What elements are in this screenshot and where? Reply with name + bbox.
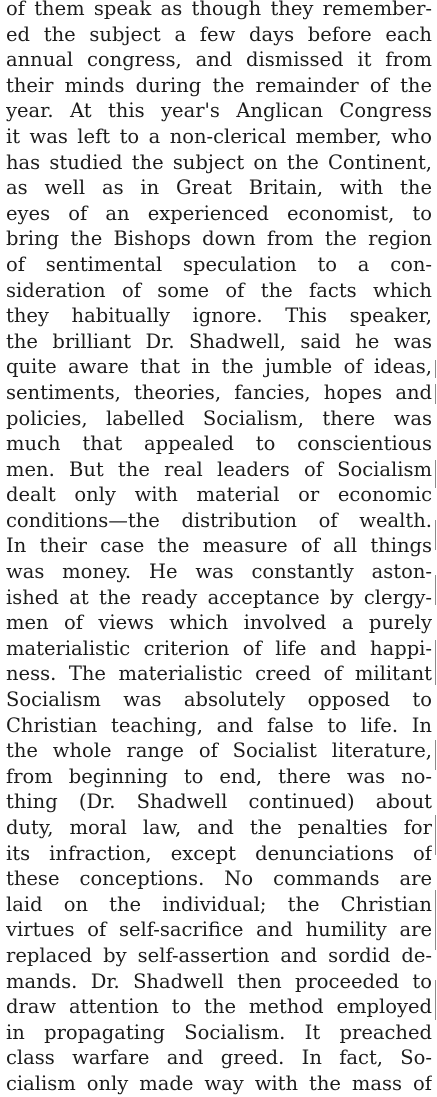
text-line: its infraction, except denunciations of	[6, 841, 432, 865]
text-line: quite aware that in the jumble of ideas,	[6, 355, 432, 379]
column-rule	[435, 640, 436, 685]
article-column	[6, 0, 432, 1097]
text-line: thing (Dr. Shadwell continued) about	[6, 790, 432, 814]
text-line: draw attention to the method employed	[6, 995, 432, 1019]
text-line: the brilliant Dr. Shadwell, said he was	[6, 329, 432, 353]
column-rule	[435, 520, 436, 550]
text-line: these conceptions. No commands are	[6, 867, 432, 891]
text-line: in propagating Socialism. It preached	[6, 1020, 432, 1044]
text-line: cialism only made way with the mass of	[6, 1071, 432, 1095]
column-rule	[435, 384, 436, 404]
text-line: as well as in Great Britain, with the	[6, 176, 432, 200]
text-line: conditions—the distribution of wealth.	[6, 508, 432, 532]
text-line: policies, labelled Socialism, there was	[6, 406, 432, 430]
text-line: class warfare and greed. In fact, So-	[6, 1046, 432, 1070]
text-line: has studied the subject on the Continent,	[6, 150, 432, 174]
text-line: of sentimental speculation to a con-	[6, 252, 432, 276]
text-line: eyes of an experienced economist, to	[6, 201, 432, 225]
text-line: sideration of some of the facts which	[6, 278, 432, 302]
column-rule	[435, 460, 436, 488]
text-line: replaced by self-assertion and sordid de-	[6, 943, 432, 967]
text-line: ed the subject a few days before each	[6, 22, 432, 46]
column-rule	[435, 575, 436, 605]
text-line: duty, moral law, and the penalties for	[6, 816, 432, 839]
column-rule	[435, 360, 436, 378]
text-line: the whole range of Socialist literature,	[6, 739, 432, 763]
text-line: they habitually ignore. This speaker,	[6, 304, 432, 328]
text-line: bring the Bishops down from the region	[6, 227, 432, 251]
column-rule	[435, 740, 436, 770]
text-line: laid on the individual; the Christian	[6, 892, 432, 916]
column-rule	[435, 815, 436, 855]
text-line: In their case the measure of all things	[6, 534, 432, 558]
text-line: dealt only with material or economic	[6, 483, 432, 507]
text-line: virtues of self-sacrifice and humility are	[6, 918, 432, 942]
text-line: ished at the ready acceptance by clergy-	[6, 585, 432, 609]
text-line: materialistic criterion of life and happi-	[6, 636, 432, 660]
column-rule	[435, 890, 436, 950]
text-line: sentiments, theories, fancies, hopes and	[6, 380, 432, 404]
text-line: from beginning to end, there was no-	[6, 764, 432, 788]
column-rule	[435, 980, 436, 1020]
text-line: their minds during the remainder of the	[6, 73, 432, 97]
text-line: Christian teaching, and false to life. In	[6, 713, 432, 737]
text-line: was money. He was constantly aston-	[6, 560, 432, 584]
text-line: ness. The materialistic creed of militant	[6, 662, 432, 686]
text-line: mands. Dr. Shadwell then proceeded to	[6, 969, 432, 993]
text-line: year. At this year's Anglican Congress	[6, 99, 432, 123]
text-line: much that appealed to conscientious	[6, 432, 432, 456]
text-line: men of views which involved a purely	[6, 611, 432, 635]
text-line: annual congress, and dismissed it from	[6, 48, 432, 72]
text-line: Socialism was absolutely opposed to	[6, 688, 432, 712]
text-line: it was left to a non-clerical member, who	[6, 124, 432, 148]
text-line: men. But the real leaders of Socialism	[6, 457, 432, 481]
text-line: of them speak as though they remember-	[6, 0, 432, 20]
